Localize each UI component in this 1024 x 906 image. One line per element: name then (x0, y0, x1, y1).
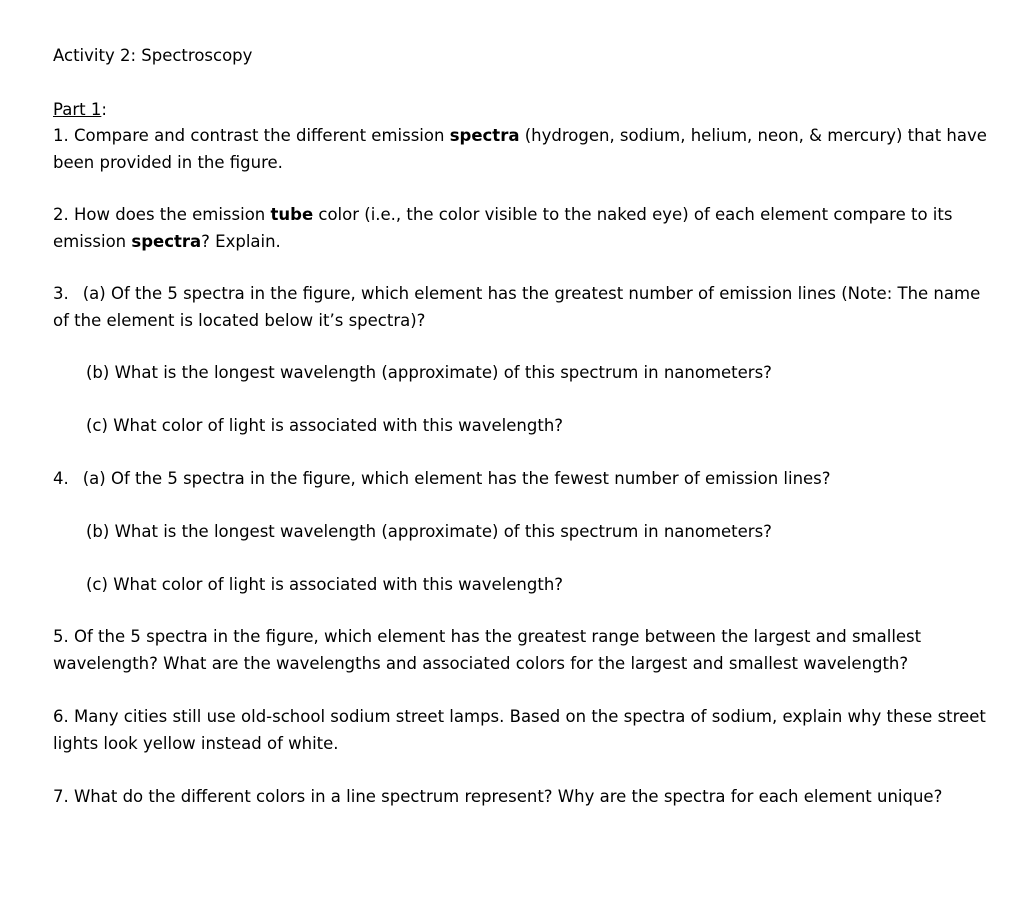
q3-number: 3. (53, 284, 69, 303)
question-3c: (c) What color of light is associated with this wavelength? (86, 416, 564, 435)
question-1-line-1 (53, 125, 987, 147)
question-1-line-2: been provided in the figure. (53, 153, 283, 172)
q3a-text: (a) Of the 5 spectra in the figure, which element has the greatest number of emission lines (Note: The name (82, 284, 981, 303)
q2-line2-post: ? Explain. (201, 232, 281, 251)
q2-bold-spectra: spectra (131, 232, 202, 251)
q4-number: 4. (53, 469, 69, 488)
question-5-line-2: wavelength? What are the wavelengths and associated colors for the largest and smallest wavelength? (53, 654, 909, 673)
question-3b: (b) What is the longest wavelength (approximate) of this spectrum in nanometers? (86, 363, 772, 382)
question-2-line-1 (53, 204, 952, 226)
q4a-text: (a) Of the 5 spectra in the figure, which element has the fewest number of emission lines? (82, 469, 831, 488)
q1-text-pre: 1. Compare and contrast the different emission (53, 126, 450, 145)
q2-line2-pre: emission (53, 232, 132, 251)
q1-bold-spectra: spectra (449, 126, 520, 145)
question-7-line-1: 7. What do the different colors in a line spectrum represent? Why are the spectra for each element unique? (53, 787, 943, 806)
q2-bold-tube: tube (270, 205, 314, 224)
q2-text-pre: 2. How does the emission (53, 205, 271, 224)
question-2-line-2 (53, 231, 281, 253)
part-heading (53, 99, 107, 121)
part-colon: : (101, 100, 107, 119)
question-5-line-1: 5. Of the 5 spectra in the figure, which element has the greatest range between the largest and smallest (53, 627, 922, 646)
question-4c: (c) What color of light is associated with this wavelength? (86, 575, 564, 594)
q2-text-post: color (i.e., the color visible to the naked eye) of each element compare to its (313, 205, 953, 224)
q1-text-post: (hydrogen, sodium, helium, neon, & mercury) that have (519, 126, 987, 145)
question-3a-line-2: of the element is located below it’s spectra)? (53, 311, 426, 330)
question-6-line-1: 6. Many cities still use old-school sodium street lamps. Based on the spectra of sodium, explain why these street (53, 707, 986, 726)
question-4b: (b) What is the longest wavelength (approximate) of this spectrum in nanometers? (86, 522, 772, 541)
question-3a-line-1 (53, 283, 980, 305)
activity-title: Activity 2: Spectroscopy (53, 46, 253, 65)
question-4a (53, 468, 831, 490)
question-6-line-2: lights look yellow instead of white. (53, 734, 339, 753)
part-label: Part 1 (53, 100, 102, 119)
